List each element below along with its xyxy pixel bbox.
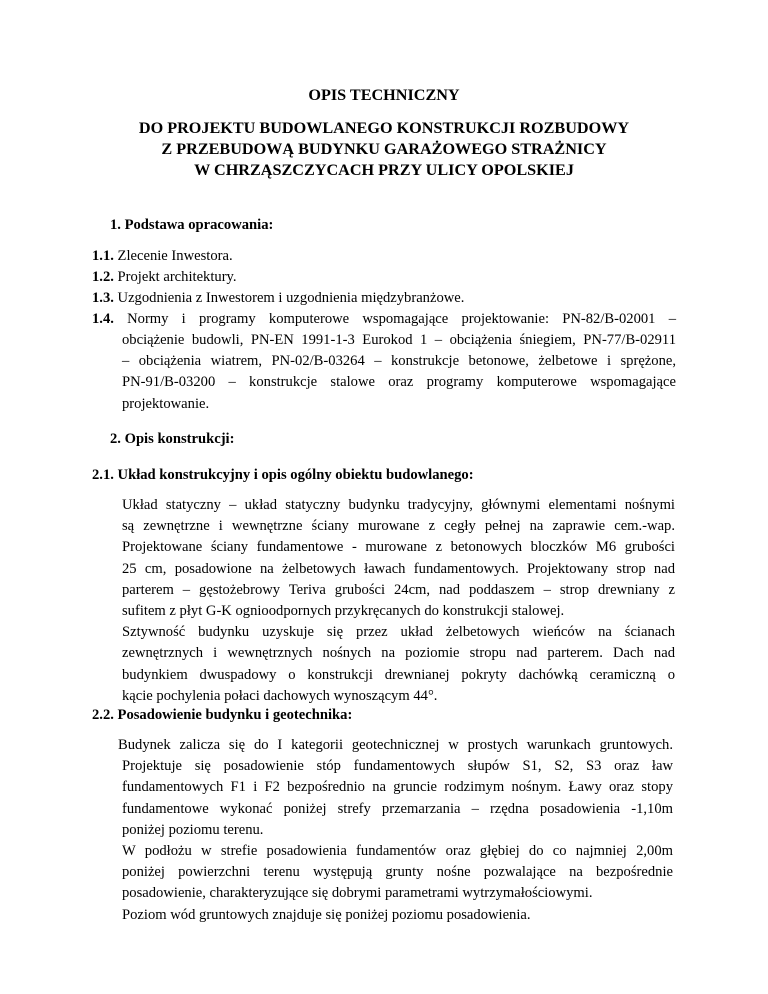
subsection-2-1-body	[122, 495, 675, 707]
text-line: budynkiem dwuspadowy o konstrukcji drewnianej pokryty dachówką ceramiczną o	[122, 666, 675, 683]
subtitle-line-3: W CHRZĄSZCZYCACH PRZY ULICY OPOLSKIEJ	[194, 161, 574, 179]
list-item-text: Projekt architektury.	[113, 269, 237, 285]
text-line: fundamentowe wykonać poniżej strefy przemarzania – rzędna posadowienia -1,10m	[122, 800, 673, 817]
list-item	[92, 289, 464, 307]
text-line: projektowanie.	[122, 395, 210, 412]
text-line: 25 cm, posadowione na żelbetowych ławach fundamentowych. Projektowany strop nad	[122, 560, 675, 577]
subtitle-line-1: DO PROJEKTU BUDOWLANEGO KONSTRUKCJI ROZBUDOWY	[138, 119, 630, 137]
subtitle-line-2: Z PRZEBUDOWĄ BUDYNKU GARAŻOWEGO STRAŻNICY	[161, 140, 607, 158]
subsection-2-2-heading: 2.2. Posadowienie budynku i geotechnika:	[92, 707, 353, 723]
list-item-number: 1.3.	[92, 290, 114, 306]
text-line: zewnętrznych i wewnętrznych nośnych na poziomie stropu nad parterem. Dach nad	[122, 645, 675, 662]
list-item	[92, 268, 237, 286]
text-line: W podłożu w strefie posadowienia fundamentów oraz głębiej do co najmniej 2,00m	[122, 843, 673, 860]
document-title: OPIS TECHNICZNY	[308, 86, 460, 104]
subsection-2-1-heading: 2.1. Układ konstrukcyjny i opis ogólny obiektu budowlanego:	[92, 467, 474, 483]
list-item-text: Zlecenie Inwestora.	[113, 248, 233, 264]
text-line: poniżej poziomu terenu.	[122, 821, 264, 838]
text-line: Projektuje się posadowienie stóp fundamentowych słupów S1, S2, S3 oraz ław	[122, 758, 673, 775]
text-line: kącie pochylenia połaci dachowych wynoszącym 44°.	[122, 687, 438, 704]
list-item-standards	[92, 310, 676, 328]
text-line: posadowienie, charakteryzujące się dobrymi parametrami wytrzymałościowymi.	[122, 885, 593, 902]
section-1-heading: 1. Podstawa opracowania:	[110, 217, 274, 233]
text-line: Projektowane ściany fundamentowe - murowane z betonowych bloczków M6 grubości	[122, 539, 675, 556]
text-line: PN-91/B-03200 – konstrukcje stalowe oraz programy komputerowe wspomagające	[122, 374, 676, 391]
text-line: Budynek zalicza się do I kategorii geotechnicznej w prostych warunkach gruntowych.	[118, 737, 673, 753]
text-line: – obciążenia wiatrem, PN-02/B-03264 – konstrukcje betonowe, żelbetowe i sprężone,	[122, 353, 676, 370]
list-item-number: 1.2.	[92, 269, 114, 285]
text-line: sufitem z płyt G-K ognioodpornych przykręcanych do konstrukcji stalowej.	[122, 603, 565, 620]
standards-continuation	[122, 330, 676, 415]
text-line: fundamentowych F1 i F2 bezpośrednio na gruncie rodzimym nośnym. Ławy oraz stopy	[122, 779, 673, 796]
text-line: parterem – gęstożebrowy Teriva grubości 24cm, nad poddaszem – strop drewniany z	[122, 581, 675, 598]
subsection-2-2-body	[118, 735, 673, 926]
text-line: obciążenie budowli, PN-EN 1991-1-3 Eurokod 1 – obciążenia śniegiem, PN-77/B-02911	[122, 332, 676, 348]
text-line: Poziom wód gruntowych znajduje się poniżej poziomu posadowienia.	[122, 906, 531, 923]
list-item-number: 1.4.	[92, 311, 114, 327]
list-item	[92, 247, 233, 265]
text-line: Układ statyczny – układ statyczny budynku tradycyjny, głównymi elementami nośnymi	[122, 497, 675, 513]
section-2-heading: 2. Opis konstrukcji:	[110, 431, 235, 447]
list-item-text: Normy i programy komputerowe wspomagające projektowanie: PN-82/B-02001 –	[113, 311, 676, 327]
text-line: są zewnętrzne i wewnętrzne ściany murowane z cegły pełnej na zaprawie cem.-wap.	[122, 518, 675, 535]
list-item-number: 1.1.	[92, 248, 114, 264]
text-line: poniżej powierzchni terenu występują grunty nośne pozwalające na bezpośrednie	[122, 864, 673, 881]
list-item-text: Uzgodnienia z Inwestorem i uzgodnienia międzybranżowe.	[113, 290, 465, 306]
text-line: Sztywność budynku uzyskuje się przez układ żelbetowych wieńców na ścianach	[122, 624, 675, 641]
